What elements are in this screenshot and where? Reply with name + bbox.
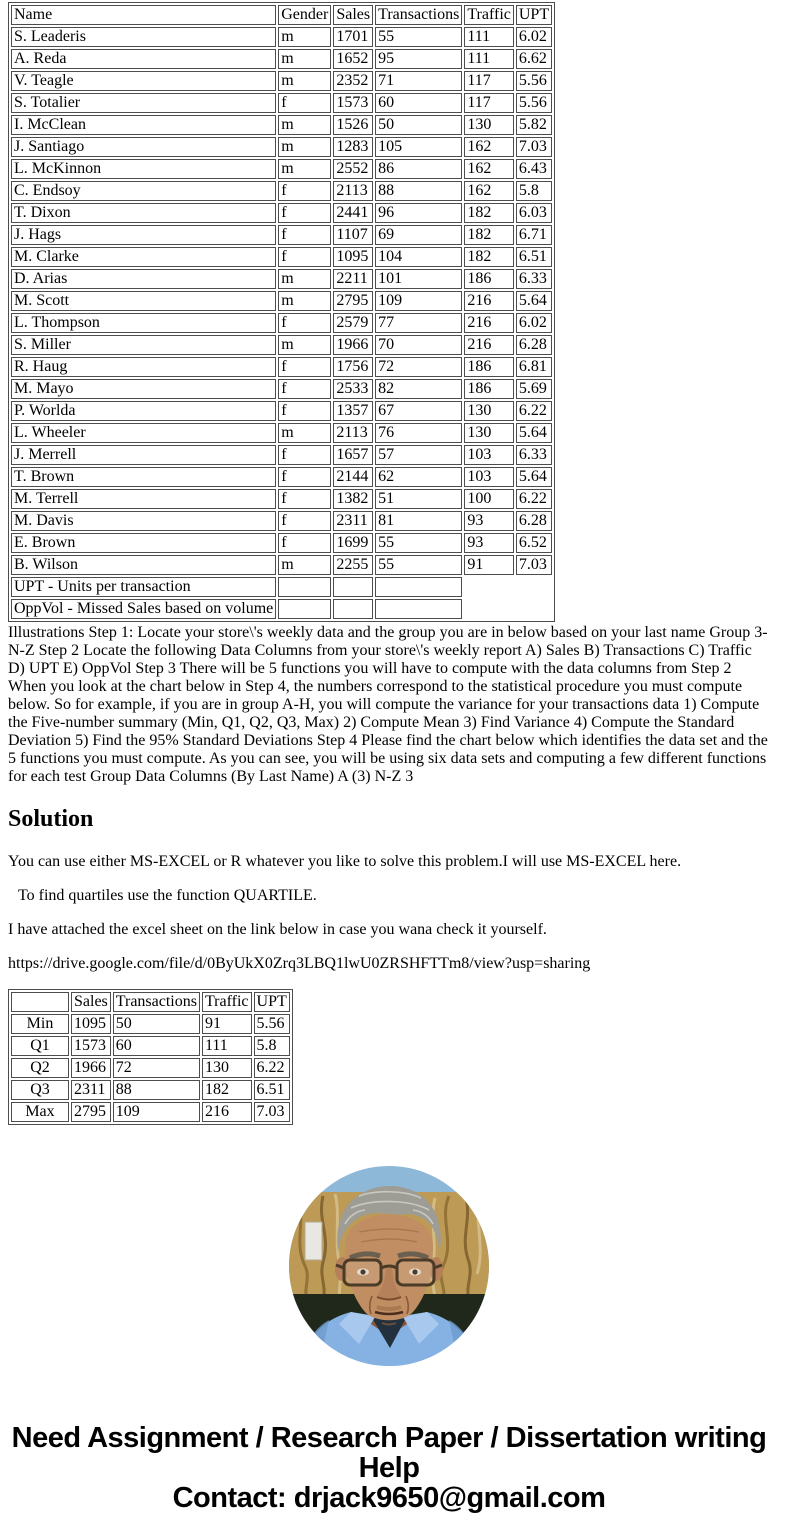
table-cell: 101	[375, 269, 462, 289]
table-cell: C. Endsoy	[11, 181, 276, 201]
table-cell: B. Wilson	[11, 555, 276, 575]
table-cell: 91	[464, 555, 514, 575]
table-cell: 72	[375, 357, 462, 377]
table-header-cell: Sales	[333, 5, 373, 25]
table-cell: m	[278, 137, 331, 157]
table-cell: V. Teagle	[11, 71, 276, 91]
table-cell: 1526	[333, 115, 373, 135]
table-cell: 2144	[333, 467, 373, 487]
table-cell: 186	[464, 269, 514, 289]
table-cell: OppVol - Missed Sales based on volume	[11, 599, 276, 619]
table-row	[11, 423, 552, 443]
table-cell: 6.62	[516, 49, 552, 69]
table-cell: 182	[464, 203, 514, 223]
banner-contact: Contact: drjack9650@gmail.com	[172, 1482, 606, 1514]
table-cell: UPT - Units per transaction	[11, 577, 276, 597]
table-cell: 6.33	[516, 269, 552, 289]
table-cell: 67	[375, 401, 462, 421]
table-header-cell: Traffic	[464, 5, 514, 25]
table-cell: 216	[202, 1102, 252, 1122]
table-cell: L. Thompson	[11, 313, 276, 333]
table-cell: 186	[464, 379, 514, 399]
table-row	[11, 225, 552, 245]
table-cell: E. Brown	[11, 533, 276, 553]
table-cell: 62	[375, 467, 462, 487]
table-cell: 6.28	[516, 511, 552, 531]
table-cell: 5.64	[516, 467, 552, 487]
table-cell: 6.52	[516, 533, 552, 553]
quartile-summary-table	[8, 989, 293, 1125]
banner-headline: Need Assignment / Research Paper / Dissertation writing Help	[11, 1422, 767, 1484]
table-cell: 72	[113, 1058, 200, 1078]
table-cell: 111	[202, 1036, 252, 1056]
table-cell: 88	[113, 1080, 200, 1100]
table-row	[11, 313, 552, 333]
table-cell: Q3	[11, 1080, 69, 1100]
table-cell: 50	[113, 1014, 200, 1034]
table-cell: f	[278, 445, 331, 465]
table-cell: 182	[464, 247, 514, 267]
instructions-paragraph: Illustrations Step 1: Locate your store\'s weekly data and the group you are in below based on your last name Group 3-N-Z Step 2 Locate the following Data Columns from your store\'s weekly report A) Sales B) Transactions C) Traffic D) UPT E) OppVol Step 3 There will be 5 functions you will have to compute with the data columns from Step 2 When you look at the chart below in Step 4, the numbers correspond to the statistical procedure you must compute below. So for example, if you are in group A-H, you will compute the variance for your transactions data 1) Compute the Five-number summary (Min, Q1, Q2, Q3, Max) 2) Compute Mean 3) Find Variance 4) Compute the Standard Deviation 5) Find the 95% Standard Deviations Step 4 Please find the chart below which identifies the data set and the 5 functions you must compute. As you can see, you will be using six data sets and computing a few different functions for each test Group Data Columns (By Last Name) A (3) N-Z 3	[8, 624, 768, 785]
table-cell: f	[278, 511, 331, 531]
table-header-cell	[11, 992, 69, 1012]
table-cell: 6.02	[516, 27, 552, 47]
table-row	[11, 599, 552, 619]
table-row	[11, 445, 552, 465]
table-cell: M. Mayo	[11, 379, 276, 399]
table-header-cell: Sales	[71, 992, 111, 1012]
table-cell: 6.51	[516, 247, 552, 267]
table-cell: f	[278, 467, 331, 487]
table-cell: S. Leaderis	[11, 27, 276, 47]
table-cell: 5.8	[516, 181, 552, 201]
table-cell: R. Haug	[11, 357, 276, 377]
table-cell: 186	[464, 357, 514, 377]
table-cell: 6.51	[254, 1080, 290, 1100]
table-cell: 6.33	[516, 445, 552, 465]
table-cell: 81	[375, 511, 462, 531]
table-cell: 6.22	[516, 489, 552, 509]
table-cell: f	[278, 247, 331, 267]
table-cell: 93	[464, 533, 514, 553]
table-row	[11, 93, 552, 113]
table-cell	[278, 599, 331, 619]
table-cell: m	[278, 115, 331, 135]
table-cell	[375, 599, 462, 619]
table-header-cell: Transactions	[113, 992, 200, 1012]
table-cell: 2579	[333, 313, 373, 333]
table-cell: 2311	[71, 1080, 111, 1100]
table-cell: f	[278, 313, 331, 333]
table-cell: 6.22	[516, 401, 552, 421]
table-cell: 109	[375, 291, 462, 311]
table-cell: 5.69	[516, 379, 552, 399]
table-cell: 6.71	[516, 225, 552, 245]
solution-paragraph-tools: You can use either MS-EXCEL or R whatever you like to solve this problem.I will use MS-EXCEL here.	[8, 853, 682, 870]
table-row	[11, 511, 552, 531]
table-cell: 96	[375, 203, 462, 223]
table-cell: 130	[464, 115, 514, 135]
table-cell: 2311	[333, 511, 373, 531]
table-cell: 1701	[333, 27, 373, 47]
table-cell: 1652	[333, 49, 373, 69]
table-cell: m	[278, 335, 331, 355]
table-row	[11, 203, 552, 223]
table-cell: 1966	[333, 335, 373, 355]
table-cell: 130	[464, 423, 514, 443]
table-cell: 109	[113, 1102, 200, 1122]
table-cell: 2113	[333, 423, 373, 443]
table-cell: J. Hags	[11, 225, 276, 245]
table-header-cell: Transactions	[375, 5, 462, 25]
table-cell: T. Dixon	[11, 203, 276, 223]
table-cell: 1657	[333, 445, 373, 465]
table-row	[11, 159, 552, 179]
banner	[8, 1423, 770, 1513]
table-cell: 55	[375, 533, 462, 553]
table-row	[11, 357, 552, 377]
table-cell: 86	[375, 159, 462, 179]
weekly-data-table	[8, 2, 555, 622]
table-cell: 6.02	[516, 313, 552, 333]
table-header-cell: Gender	[278, 5, 331, 25]
table-cell: 6.28	[516, 335, 552, 355]
table-cell: S. Miller	[11, 335, 276, 355]
table-cell: m	[278, 27, 331, 47]
table-cell: L. Wheeler	[11, 423, 276, 443]
table-cell: 2533	[333, 379, 373, 399]
table-cell: Q1	[11, 1036, 69, 1056]
table-cell: 216	[464, 291, 514, 311]
table-cell: m	[278, 49, 331, 69]
table-cell: 6.03	[516, 203, 552, 223]
table-row	[11, 533, 552, 553]
table-cell: 70	[375, 335, 462, 355]
table-cell: D. Arias	[11, 269, 276, 289]
table-header-cell: UPT	[516, 5, 552, 25]
table-cell: 5.56	[516, 71, 552, 91]
table-cell: f	[278, 357, 331, 377]
table-cell: 2795	[333, 291, 373, 311]
table-cell: 1699	[333, 533, 373, 553]
table-cell: 93	[464, 511, 514, 531]
table-cell: 7.03	[516, 137, 552, 157]
table-cell: 55	[375, 555, 462, 575]
table-cell: 130	[464, 401, 514, 421]
table-cell: 162	[464, 137, 514, 157]
table-header-cell: Name	[11, 5, 276, 25]
table-cell: 7.03	[516, 555, 552, 575]
table-cell: 1107	[333, 225, 373, 245]
photo-switch-plate	[305, 1222, 322, 1260]
table-cell: 104	[375, 247, 462, 267]
table-cell: m	[278, 71, 331, 91]
table-row	[11, 577, 552, 597]
table-cell: 57	[375, 445, 462, 465]
table-cell	[333, 577, 373, 597]
table-cell: 7.03	[254, 1102, 290, 1122]
table-cell: 1573	[333, 93, 373, 113]
table-cell	[375, 577, 462, 597]
table-cell: Q2	[11, 1058, 69, 1078]
table-cell: 6.81	[516, 357, 552, 377]
table-cell: 1382	[333, 489, 373, 509]
table-cell: 1573	[71, 1036, 111, 1056]
table-cell: 91	[202, 1014, 252, 1034]
table-cell: 5.64	[516, 291, 552, 311]
table-cell: 103	[464, 467, 514, 487]
table-row	[11, 379, 552, 399]
table-cell: 216	[464, 335, 514, 355]
table-cell: 76	[375, 423, 462, 443]
table-cell: 111	[464, 49, 514, 69]
table-cell: J. Merrell	[11, 445, 276, 465]
table-cell: Max	[11, 1102, 69, 1122]
table-cell: f	[278, 225, 331, 245]
table-cell: M. Clarke	[11, 247, 276, 267]
table-cell: 2211	[333, 269, 373, 289]
table-cell: 2255	[333, 555, 373, 575]
table-cell: A. Reda	[11, 49, 276, 69]
table-cell: M. Davis	[11, 511, 276, 531]
table-cell: 1966	[71, 1058, 111, 1078]
table-cell: f	[278, 203, 331, 223]
table-cell: I. McClean	[11, 115, 276, 135]
table-row	[11, 269, 552, 289]
table-cell: m	[278, 159, 331, 179]
table-cell: Min	[11, 1014, 69, 1034]
table-cell: 111	[464, 27, 514, 47]
solution-heading: Solution	[8, 806, 94, 832]
table-cell: f	[278, 93, 331, 113]
table-cell: 216	[464, 313, 514, 333]
table-row	[11, 1080, 290, 1100]
tutor-avatar-photo	[289, 1166, 489, 1366]
solution-paragraph-attachment: I have attached the excel sheet on the link below in case you wana check it yourself.	[8, 921, 547, 938]
table-cell: 5.64	[516, 423, 552, 443]
drive-link-text: https://drive.google.com/file/d/0ByUkX0Zrq3LBQ1lwU0ZRSHFTTm8/view?usp=sharing	[8, 955, 591, 972]
table-cell: M. Scott	[11, 291, 276, 311]
table-row	[11, 115, 552, 135]
table-row	[11, 1036, 290, 1056]
table-cell: J. Santiago	[11, 137, 276, 157]
table-cell: M. Terrell	[11, 489, 276, 509]
table-cell: 2113	[333, 181, 373, 201]
table-cell: 2795	[71, 1102, 111, 1122]
table-cell: f	[278, 489, 331, 509]
table-cell: 51	[375, 489, 462, 509]
table-cell: 55	[375, 27, 462, 47]
table-cell: 6.22	[254, 1058, 290, 1078]
table-cell: 103	[464, 445, 514, 465]
table-cell: 69	[375, 225, 462, 245]
table-row	[11, 291, 552, 311]
table-cell: 71	[375, 71, 462, 91]
table-cell: 1756	[333, 357, 373, 377]
table-row	[11, 489, 552, 509]
table-cell: 5.56	[254, 1014, 290, 1034]
table-cell: P. Worlda	[11, 401, 276, 421]
table-cell: S. Totalier	[11, 93, 276, 113]
table-cell: 117	[464, 71, 514, 91]
table-header-row	[11, 5, 552, 25]
table-cell: 162	[464, 159, 514, 179]
table-cell: 162	[464, 181, 514, 201]
table-cell: 60	[113, 1036, 200, 1056]
table-row	[11, 401, 552, 421]
table-cell: 117	[464, 93, 514, 113]
table-cell: 5.56	[516, 93, 552, 113]
table-cell: 130	[202, 1058, 252, 1078]
table-cell: 1095	[333, 247, 373, 267]
table-row	[11, 467, 552, 487]
table-row	[11, 1102, 290, 1122]
table-cell: f	[278, 379, 331, 399]
table-header-cell: Traffic	[202, 992, 252, 1012]
table-cell: 2441	[333, 203, 373, 223]
table-cell: 5.8	[254, 1036, 290, 1056]
table-header-cell: UPT	[254, 992, 290, 1012]
table-cell	[278, 577, 331, 597]
photo-upper-lip-shadow	[377, 1307, 401, 1309]
table-cell: m	[278, 423, 331, 443]
table-row	[11, 181, 552, 201]
table-cell: 182	[202, 1080, 252, 1100]
table-row	[11, 27, 552, 47]
table-cell: m	[278, 269, 331, 289]
table-cell: 100	[464, 489, 514, 509]
table-cell: m	[278, 291, 331, 311]
table-header-row	[11, 992, 290, 1012]
table-row	[11, 1014, 290, 1034]
table-cell: 88	[375, 181, 462, 201]
table-row	[11, 335, 552, 355]
table-cell: 2552	[333, 159, 373, 179]
table-cell: 5.82	[516, 115, 552, 135]
table-cell: 2352	[333, 71, 373, 91]
table-cell: f	[278, 181, 331, 201]
table-row	[11, 137, 552, 157]
table-row	[11, 1058, 290, 1078]
table-cell: f	[278, 401, 331, 421]
table-cell: 105	[375, 137, 462, 157]
table-cell: 50	[375, 115, 462, 135]
table-cell: 95	[375, 49, 462, 69]
table-cell: 82	[375, 379, 462, 399]
table-row	[11, 555, 552, 575]
table-cell: 77	[375, 313, 462, 333]
table-cell: f	[278, 533, 331, 553]
table-cell: 1357	[333, 401, 373, 421]
table-cell: 1095	[71, 1014, 111, 1034]
table-row	[11, 49, 552, 69]
table-cell: m	[278, 555, 331, 575]
table-cell: 182	[464, 225, 514, 245]
table-cell: 6.43	[516, 159, 552, 179]
solution-paragraph-quartile: To find quartiles use the function QUARTILE.	[18, 887, 317, 904]
avatar-row	[8, 1166, 770, 1371]
table-cell: 1283	[333, 137, 373, 157]
table-cell	[333, 599, 373, 619]
table-row	[11, 71, 552, 91]
table-cell: L. McKinnon	[11, 159, 276, 179]
table-cell: T. Brown	[11, 467, 276, 487]
table-row	[11, 247, 552, 267]
table-cell: 60	[375, 93, 462, 113]
